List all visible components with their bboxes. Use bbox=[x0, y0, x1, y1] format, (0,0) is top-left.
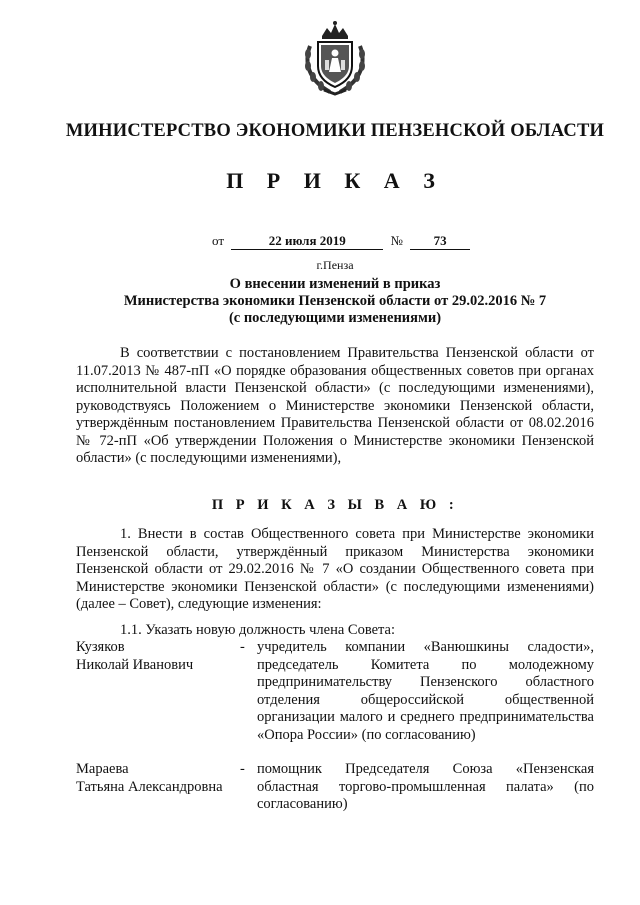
title-line-3: (с последующими изменениями) bbox=[228, 310, 442, 326]
member-dash: - bbox=[240, 639, 245, 655]
order-heading: П Р И К А З Ы В А Ю : bbox=[211, 497, 459, 513]
order-date: 22 июля 2019 bbox=[231, 233, 383, 250]
member-given-name: Татьяна Александровна bbox=[76, 778, 223, 795]
member-surname: Мараева bbox=[76, 761, 129, 777]
order-number: 73 bbox=[410, 233, 470, 250]
date-number-line bbox=[212, 233, 470, 250]
ministry-name: МИНИСТЕРСТВО ЭКОНОМИКИ ПЕНЗЕНСКОЙ ОБЛАСТИ bbox=[65, 121, 605, 141]
number-label: № bbox=[390, 233, 403, 248]
member-name bbox=[76, 761, 236, 796]
member-name bbox=[76, 639, 236, 674]
member-position: помощник Председателя Союза «Пензенская областная торгово-промышленная палата» (по согласованию) bbox=[257, 761, 594, 812]
preamble-paragraph: В соответствии с постановлением Правительства Пензенской области от 11.07.2013 № 487-пП «О порядке образования общественных советов при органах исполнительной власти Пензенской области» (с последующими изменениями), руководствуясь Положением о Министерстве экономики Пензенской области, утверждённым постановлением Правительства Пензенской области от 08.02.2016 № 72-пП «Об утверждении Положения о Министерстве экономики Пензенской области» (с последующими изменениями), bbox=[76, 345, 594, 466]
member-given-name: Николай Иванович bbox=[76, 656, 194, 673]
title-line-2: Министерства экономики Пензенской области от 29.02.2016 № 7 bbox=[123, 293, 547, 309]
from-label: от bbox=[212, 233, 225, 248]
document-type: П Р И К А З bbox=[226, 168, 444, 193]
member-position: учредитель компании «Ванюшкины сладости», председатель Комитета по молодежному предпринимательству Пензенского областного отделения общероссийской общественной организации малого и среднего предпринимательства «Опора России» (по согласованию) bbox=[257, 639, 594, 743]
item-1-1-paragraph: 1.1. Указать новую должность члена Совета: bbox=[120, 622, 396, 638]
member-dash: - bbox=[240, 761, 245, 777]
member-surname: Кузяков bbox=[76, 639, 125, 655]
item-1-paragraph: 1. Внести в состав Общественного совета при Министерстве экономики Пензенской области, утверждённый приказом Министерства экономики Пензенской области от 29.02.2016 № 7 «О создании Общественного совета при Министерстве экономики Пензенской области» (с последующими изменениями) (далее – Совет), следующие изменения: bbox=[76, 526, 594, 612]
order-title bbox=[0, 276, 640, 327]
title-line-1: О внесении изменений в приказ bbox=[229, 276, 441, 292]
coat-of-arms-icon bbox=[300, 20, 370, 96]
city: г.Пенза bbox=[316, 258, 354, 272]
